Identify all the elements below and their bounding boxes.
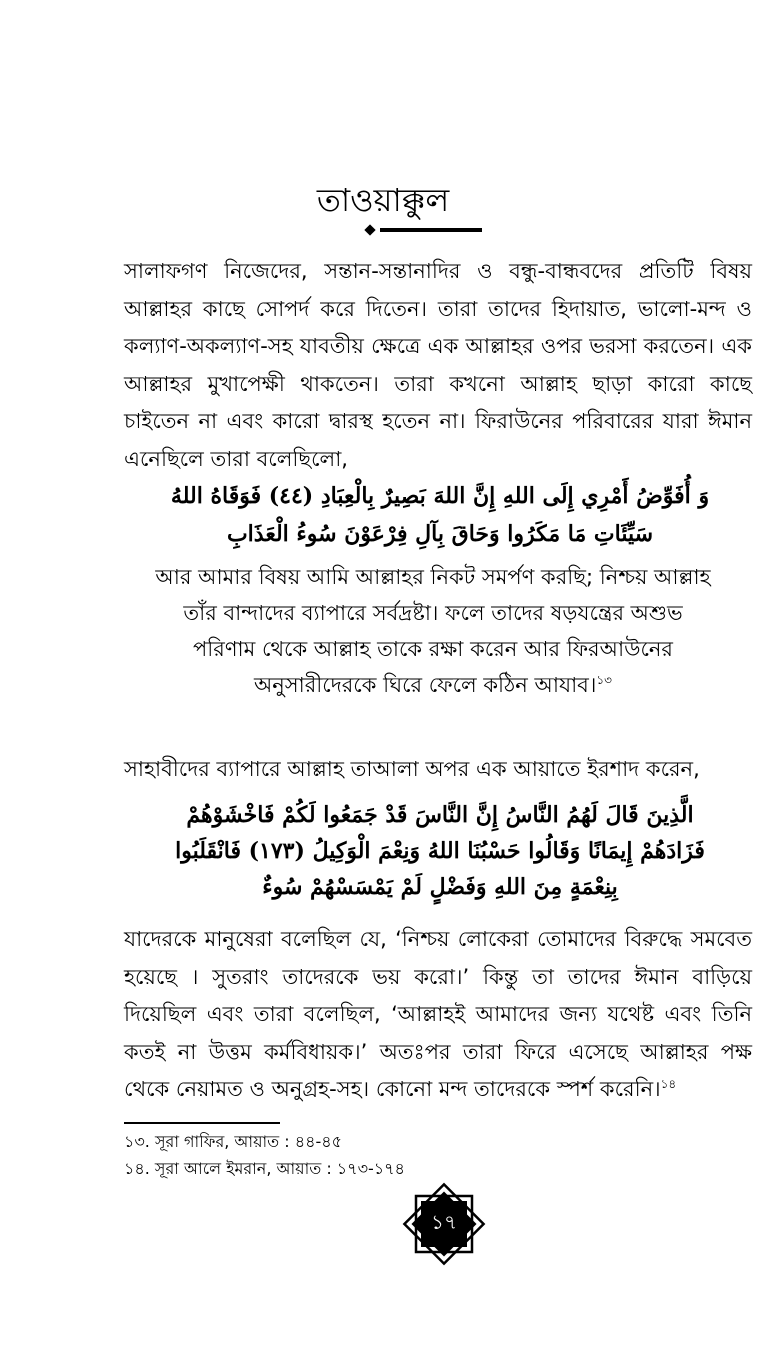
title-ornament-dot — [364, 224, 375, 235]
chapter-title: তাওয়াক্কুল — [316, 181, 450, 219]
paragraph-sahaba: সাহাবীদের ব্যাপারে আল্লাহ তাআলা অপর এক আয়াতে ইরশাদ করেন, — [124, 757, 700, 781]
paragraph-intro: সালাফগণ নিজেদের, সন্তান-সন্তানাদির ও বন্ধু-বান্ধবদের প্রতিটি বিষয় আল্লাহর কাছে সোপর্দ করে দিতেন। তারা তাদের হিদায়াত, ভালো-মন্দ ও কল্যাণ-অকল্যাণ-সহ যাবতীয় ক্ষেত্রে এক আল্লাহর ওপর ভরসা করতেন। এক আল্লাহর মুখাপেক্ষী থাকতেন। তারা কখনো আল্লাহ ছাড়া কারো কাছে চাইতেন না এবং কারো দ্বারস্থ হতেন না। ফিরাউনের পরিবারের যারা ঈমান এনেছিলে তারা বলেছিলো, — [124, 259, 752, 471]
arabic-verse-2-line-3: بِنِعْمَةٍ مِنَ اللهِ وَفَضْلٍ لَمْ يَمْسَسْهُمْ سُوءٌ — [262, 874, 618, 900]
arabic-verse-1-line-2: سَيِّئَاتِ مَا مَكَرُوا وَحَاقَ بِآلِ فِرْعَوْنَ سُوءُ الْعَذَابِ — [226, 521, 654, 547]
arabic-verse-2-line-2: فَزَادَهُمْ إِيمَانًا وَقَالُوا حَسْبُنَا اللهُ وَنِعْمَ الْوَكِيلُ (١٧٣) فَانْقَلَبُوا — [175, 838, 705, 864]
translation-1: আর আমার বিষয় আমি আল্লাহর নিকট সমর্পণ করছি; নিশ্চয় আল্লাহ তাঁর বান্দাদের ব্যাপারে সর্বদ্রষ্টা। ফলে তাদের ষড়যন্ত্রের অশুভ পরিণাম থেকে আল্লাহ তাকে রক্ষা করেন আর ফিরআউনের অনুসারীদেরকে ঘিরে ফেলে কঠিন আযাব।$^{১৩}$ — [155, 565, 711, 697]
footnote-14: ১৪. সূরা আলে ইমরান, আয়াত : ১৭৩-১৭৪ — [124, 1159, 405, 1178]
footnote-separator — [124, 1122, 280, 1124]
footnote-ref-13: ১৩ — [596, 673, 612, 687]
page-number: ১৭ — [431, 1210, 457, 1234]
footnote-13: ১৩. সূরা গাফির, আয়াত : ৪৪-৪৫ — [124, 1132, 343, 1151]
footnote-ref-14: ১৪ — [660, 1077, 677, 1091]
arabic-verse-1-line-1: وَ أُفَوِّضُ أَمْرِي إِلَى اللهِ إِنَّ اللهَ بَصِيرٌ بِالْعِبَادِ (٤٤) فَوَقَاهُ اللهُ — [170, 483, 710, 509]
title-underline — [380, 228, 482, 232]
paragraph-translation-2: যাদেরকে মানুষেরা বলেছিল যে, ‘নিশ্চয় লোকেরা তোমাদের বিরুদ্ধে সমবেত হয়েছে । সুতরাং তাদেরকে ভয় করো।’ কিন্তু তা তাদের ঈমান বাড়িয়ে দিয়েছিল এবং তারা বলেছিল, ‘আল্লাহই আমাদের জন্য যথেষ্ট এবং তিনি কতই না উত্তম কর্মবিধায়ক।’ অতঃপর তারা ফিরে এসেছে আল্লাহর পক্ষ থেকে নেয়ামত ও অনুগ্রহ-সহ। কোনো মন্দ তাদেরকে স্পর্শ করেনি।$^{১৪}$ — [124, 927, 752, 1101]
arabic-verse-2-line-1: الَّذِينَ قَالَ لَهُمُ النَّاسُ إِنَّ النَّاسَ قَدْ جَمَعُوا لَكُمْ فَاخْشَوْهُمْ — [186, 802, 694, 828]
